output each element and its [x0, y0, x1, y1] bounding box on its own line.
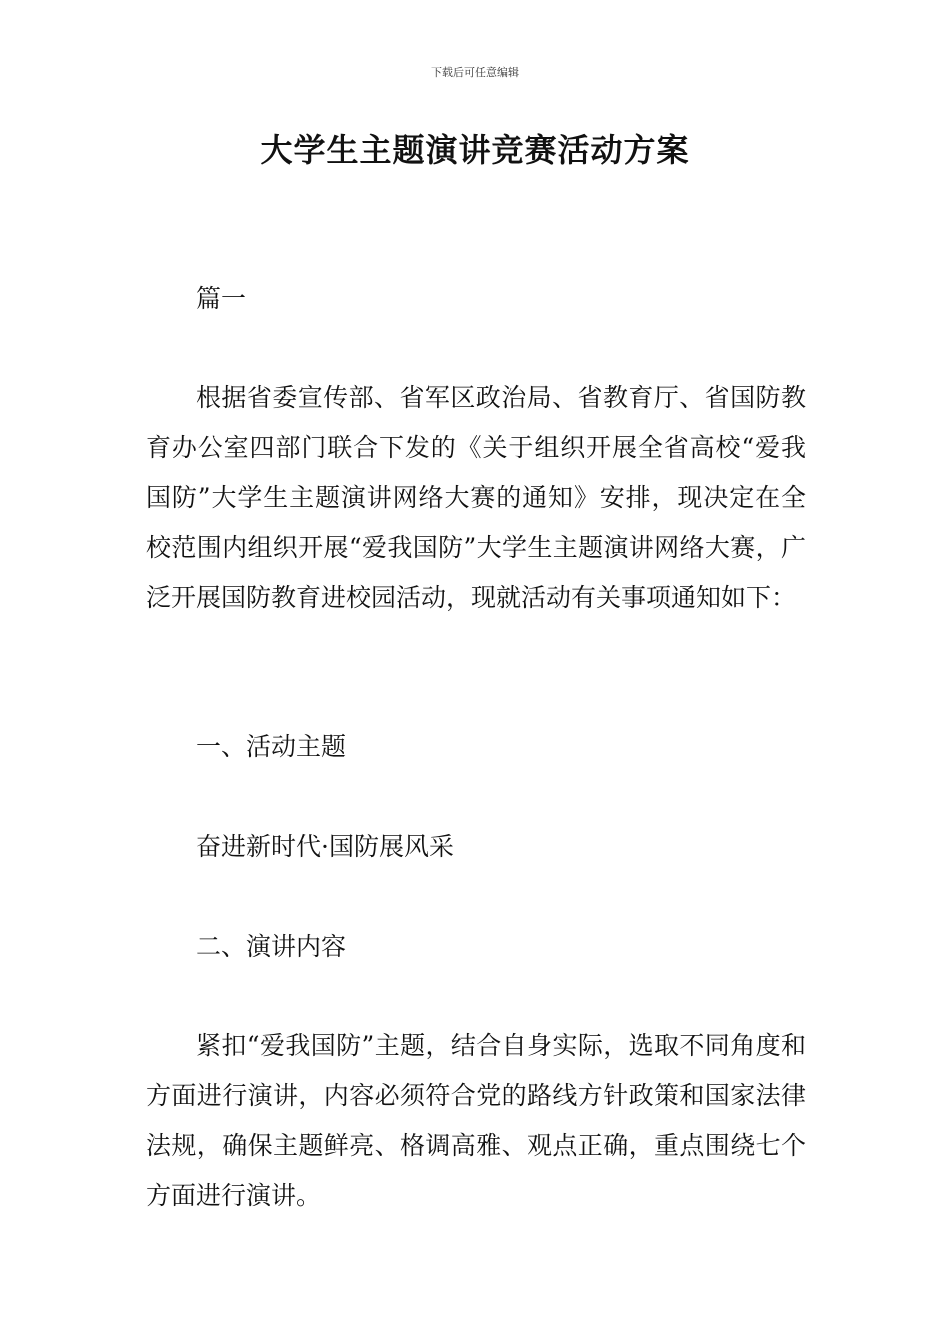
- document-title: 大学生主题演讲竞赛活动方案: [260, 131, 690, 169]
- header-note: 下载后可任意编辑: [431, 66, 519, 79]
- part-label: 篇一: [196, 284, 247, 313]
- intro-paragraph: 根据省委宣传部、省军区政治局、省教育厅、省国防教育办公室四部门联合下发的《关于组织开展全省高校“爱我国防”大学生主题演讲网络大赛的通知》安排，现决定在全校范围内组织开展“爱我国防”大学生主题演讲网络大赛，广泛开展国防教育进校园活动，现就活动有关事项通知如下：: [146, 383, 806, 612]
- section-heading-content: 二、演讲内容: [196, 932, 347, 961]
- section-heading-theme: 一、活动主题: [196, 732, 347, 761]
- section-text-theme: 奋进新时代·国防展风采: [196, 832, 454, 861]
- content-paragraph: 紧扣“爱我国防”主题，结合自身实际，选取不同角度和方面进行演讲，内容必须符合党的路线方针政策和国家法律法规，确保主题鲜亮、格调高雅、观点正确，重点围绕七个方面进行演讲。: [146, 1031, 806, 1210]
